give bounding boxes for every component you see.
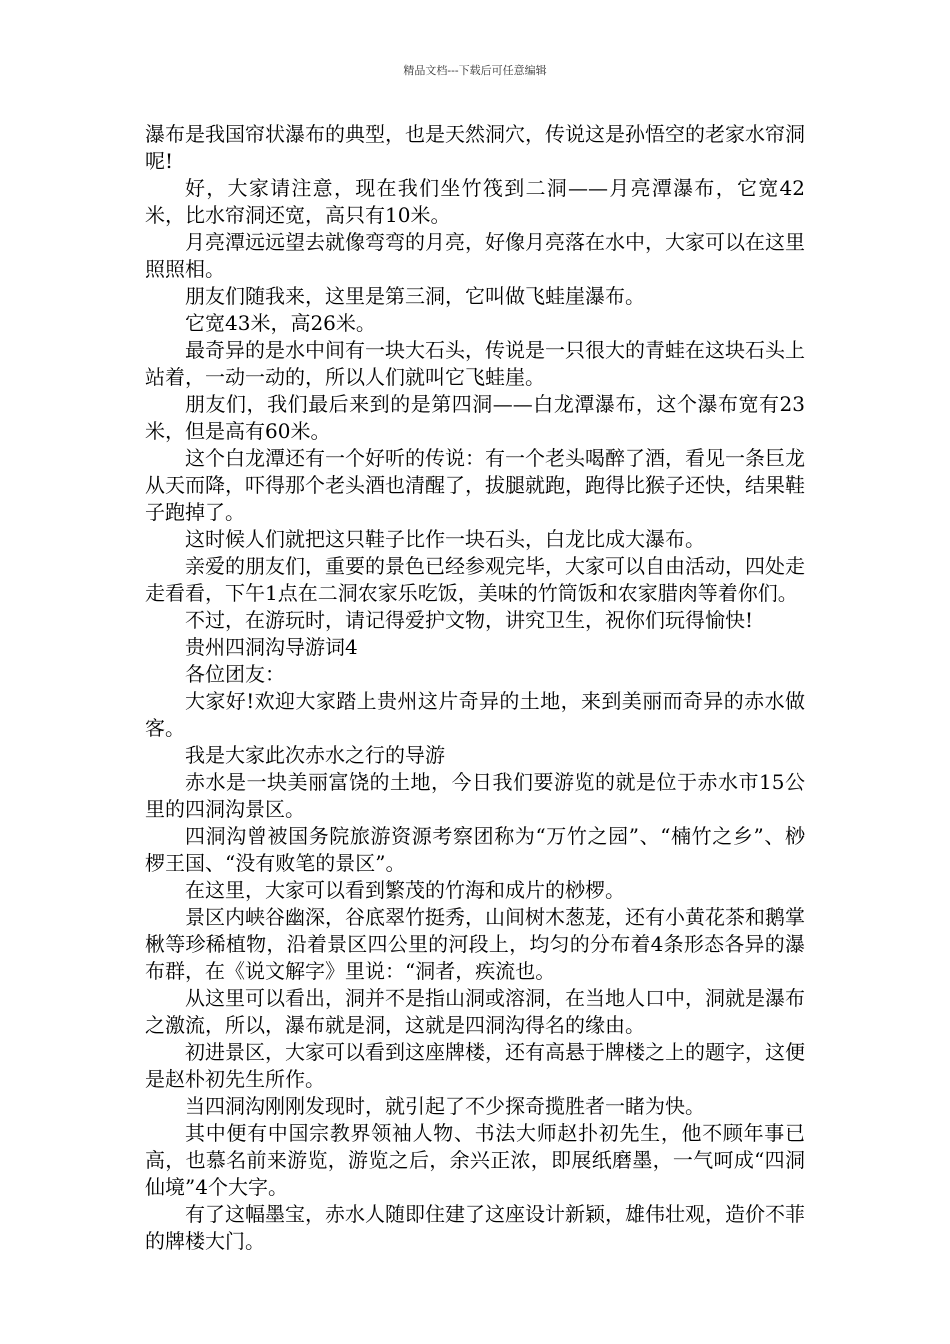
- paragraph: 朋友们，我们最后来到的是第四洞——白龙潭瀑布，这个瀑布宽有23米，但是高有60米。: [145, 392, 805, 443]
- paragraph: 景区内峡谷幽深，谷底翠竹挺秀，山间树木葱茏，还有小黄花茶和鹅掌楸等珍稀植物，沿着景区四公里的河段上，均匀的分布着4条形态各异的瀑布群，在《说文解字》里说：“洞者，疾流也。: [145, 905, 805, 983]
- paragraph: 初进景区，大家可以看到这座牌楼，还有高悬于牌楼之上的题字，这便是赵朴初先生所作。: [145, 1040, 805, 1091]
- paragraph: 在这里，大家可以看到繁茂的竹海和成片的桫椤。: [185, 878, 625, 902]
- paragraph: 我是大家此次赤水之行的导游: [185, 743, 445, 767]
- paragraph: 四洞沟曾被国务院旅游资源考察团称为“万竹之园”、“楠竹之乡”、桫椤王国、“没有败笔的景区”。: [145, 824, 805, 875]
- paragraph: 从这里可以看出，洞并不是指山洞或溶洞，在当地人口中，洞就是瀑布之激流，所以，瀑布就是洞，这就是四洞沟得名的缘由。: [145, 986, 805, 1037]
- salutation: 各位团友：: [185, 662, 285, 686]
- paragraph: 有了这幅墨宝，赤水人随即住建了这座设计新颖，雄伟壮观，造价不菲的牌楼大门。: [145, 1202, 805, 1253]
- paragraph: 这时候人们就把这只鞋子比作一块石头，白龙比成大瀑布。: [185, 527, 705, 551]
- paragraph: 当四洞沟刚刚发现时，就引起了不少探奇揽胜者一睹为快。: [185, 1094, 705, 1118]
- paragraph: 赤水是一块美丽富饶的土地，今日我们要游览的就是位于赤水市15公里的四洞沟景区。: [145, 770, 805, 821]
- paragraph: 朋友们随我来，这里是第三洞，它叫做飞蛙崖瀑布。: [185, 284, 645, 308]
- paragraph: 最奇异的是水中间有一块大石头，传说是一只很大的青蛙在这块石头上站着，一动一动的，所以人们就叫它飞蛙崖。: [145, 338, 805, 389]
- page-header: 精品文档---下载后可任意编辑: [403, 64, 547, 77]
- paragraph: 其中便有中国宗教界领袖人物、书法大师赵扑初先生，他不顾年事已高，也慕名前来游览，游览之后，余兴正浓，即展纸磨墨，一气呵成“四洞仙境”4个大字。: [145, 1121, 805, 1199]
- paragraph: 这个白龙潭还有一个好听的传说：有一个老头喝醉了酒，看见一条巨龙从天而降，吓得那个老头酒也清醒了，拔腿就跑，跑得比猴子还快，结果鞋子跑掉了。: [145, 446, 805, 524]
- paragraph: 月亮潭远远望去就像弯弯的月亮，好像月亮落在水中，大家可以在这里照照相。: [145, 230, 805, 281]
- paragraph: 不过，在游玩时，请记得爱护文物，讲究卫生，祝你们玩得愉快!: [185, 608, 754, 632]
- paragraph: 瀑布是我国帘状瀑布的典型，也是天然洞穴，传说这是孙悟空的老家水帘洞呢!: [145, 122, 805, 173]
- paragraph: 大家好!欢迎大家踏上贵州这片奇异的土地，来到美丽而奇异的赤水做客。: [145, 689, 805, 740]
- paragraph: 亲爱的朋友们，重要的景色已经参观完毕，大家可以自由活动，四处走走看看，下午1点在二洞农家乐吃饭，美味的竹筒饭和农家腊肉等着你们。: [145, 554, 805, 605]
- paragraph: 好，大家请注意，现在我们坐竹筏到二洞——月亮潭瀑布，它宽42米，比水帘洞还宽，高只有10米。: [145, 176, 805, 227]
- section-title: 贵州四洞沟导游词4: [185, 635, 358, 659]
- document-body: [145, 121, 805, 1255]
- paragraph: 它宽43米，高26米。: [185, 311, 376, 335]
